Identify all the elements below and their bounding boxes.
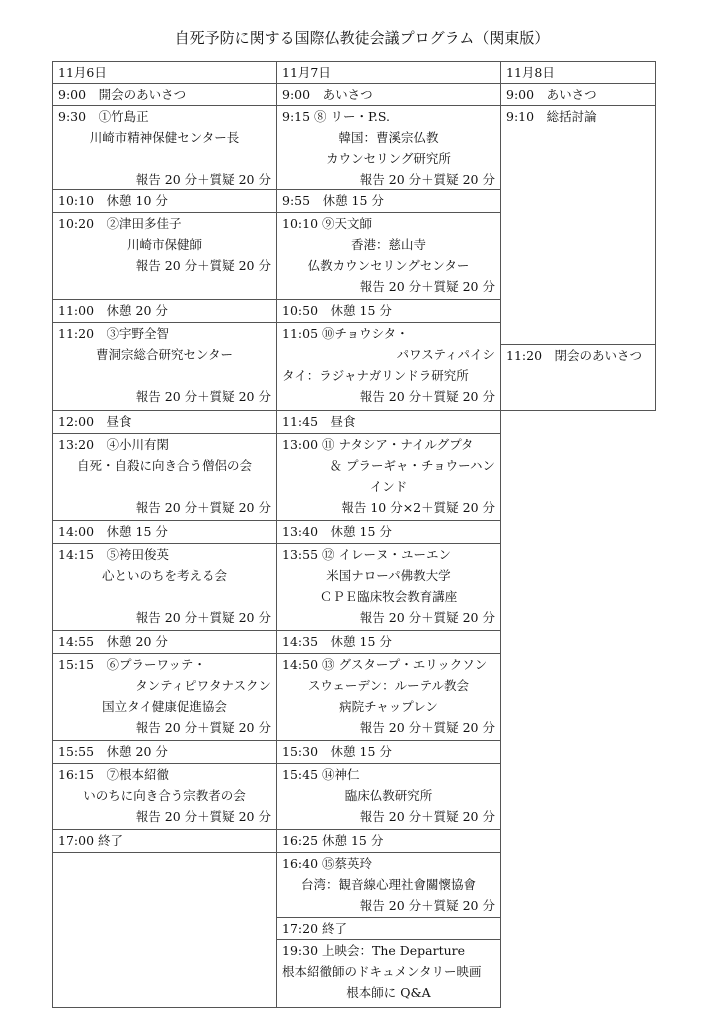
schedule-item-nov6-talk2: 10:20 ②津田多佳子 川崎市保健師 報告 20 分＋質疑 20 分 — [52, 212, 277, 300]
schedule-item-nov6-opening: 9:00 開会のあいさつ — [52, 83, 277, 106]
day-header-nov8: 11月8日 — [500, 61, 656, 84]
schedule-item-nov7-break6: 16:25 休憩 15 分 — [276, 829, 501, 853]
schedule-item-nov7-screening: 19:30 上映会：The Departure 根本紹徹師のドキュメンタリー映画 根本師に Q&A — [276, 939, 501, 1008]
schedule-item-nov7-talk9: 10:10 ⑨天文師 香港：慈山寺 仏教カウンセリングセンター 報告 20 分＋質疑 20 分 — [276, 212, 501, 300]
schedule-item-nov7-break1: 9:55 休憩 15 分 — [276, 189, 501, 213]
schedule-item-nov7-talk15: 16:40 ⑮蔡英玲 台湾：観音線心理社會關懷協會 報告 20 分＋質疑 20 分 — [276, 852, 501, 918]
schedule-item-nov7-break4: 14:35 休憩 15 分 — [276, 630, 501, 654]
schedule-item-nov8-greeting: 9:00 あいさつ — [500, 83, 656, 106]
schedule-item-nov7-talk8: 9:15 ⑧ リー・P.S. 韓国：曹溪宗仏教 カウンセリング研究所 報告 20 分＋質疑 20 分 — [276, 105, 501, 190]
page-title: 自死予防に関する国際仏教徒会議プログラム（関東版） — [174, 29, 550, 47]
schedule-item-nov8-closing: 11:20 閉会のあいさつ — [500, 344, 656, 411]
schedule-item-nov6-talk7: 16:15 ⑦根本紹徹 いのちに向き合う宗教者の会 報告 20 分＋質疑 20 分 — [52, 763, 277, 830]
day-header-nov7: 11月7日 — [276, 61, 501, 84]
schedule-empty-cell — [52, 852, 277, 1008]
schedule-item-nov6-break4: 14:55 休憩 20 分 — [52, 630, 277, 654]
schedule-item-nov6-lunch: 12:00 昼食 — [52, 410, 277, 434]
schedule-item-nov7-lunch: 11:45 昼食 — [276, 410, 501, 434]
schedule-item-nov7-greeting: 9:00 あいさつ — [276, 83, 501, 106]
schedule-item-nov7-break5: 15:30 休憩 15 分 — [276, 740, 501, 764]
schedule-item-nov6-break1: 10:10 休憩 10 分 — [52, 189, 277, 213]
schedule-item-nov6-talk6: 15:15 ⑥プラーワッテ・ タンティピワタナスクン 国立タイ健康促進協会 報告 20 分＋質疑 20 分 — [52, 653, 277, 741]
schedule-item-nov7-talk13: 14:50 ⑬ グスタープ・エリックソン スウェーデン：ルーテル教会 病院チャップレン 報告 20 分＋質疑 20 分 — [276, 653, 501, 741]
schedule-item-nov7-talk12: 13:55 ⑫ イレーヌ・ユーエン 米国ナローパ佛教大学 ＣＰＥ臨床牧会教育講座 報告 20 分＋質疑 20 分 — [276, 543, 501, 631]
schedule-item-nov6-talk4: 13:20 ④小川有閑 自死・自殺に向き合う僧侶の会 報告 20 分＋質疑 20 分 — [52, 433, 277, 521]
schedule-item-nov6-talk3: 11:20 ③宇野全智 曹洞宗総合研究センター 報告 20 分＋質疑 20 分 — [52, 322, 277, 411]
schedule-item-nov7-end: 17:20 終了 — [276, 917, 501, 940]
day-header-nov6: 11月6日 — [52, 61, 277, 84]
schedule-item-nov6-talk1: 9:30 ①竹島正 川崎市精神保健センター長 報告 20 分＋質疑 20 分 — [52, 105, 277, 190]
schedule-item-nov7-talk14: 15:45 ⑭神仁 臨床仏教研究所 報告 20 分＋質疑 20 分 — [276, 763, 501, 830]
schedule-item-nov7-talk11: 13:00 ⑪ ナタシア・ナイルグプタ ＆ プラーギャ・チョウーハン インド 報告 10 分×2＋質疑 20 分 — [276, 433, 501, 521]
schedule-item-nov6-break2: 11:00 休憩 20 分 — [52, 299, 277, 323]
schedule-item-nov7-talk10: 11:05 ⑩チョウシタ・ パワスティパイシ タイ：ラジャナガリンドラ研究所 報告 20 分＋質疑 20 分 — [276, 322, 501, 411]
schedule-item-nov6-break3: 14:00 休憩 15 分 — [52, 520, 277, 544]
schedule-item-nov6-end: 17:00 終了 — [52, 829, 277, 853]
schedule-item-nov8-discussion: 9:10 総括討論 — [500, 105, 656, 345]
schedule-item-nov6-break5: 15:55 休憩 20 分 — [52, 740, 277, 764]
schedule-item-nov7-break2: 10:50 休憩 15 分 — [276, 299, 501, 323]
schedule-item-nov6-talk5: 14:15 ⑤袴田俊英 心といのちを考える会 報告 20 分＋質疑 20 分 — [52, 543, 277, 631]
schedule-item-nov7-break3: 13:40 休憩 15 分 — [276, 520, 501, 544]
